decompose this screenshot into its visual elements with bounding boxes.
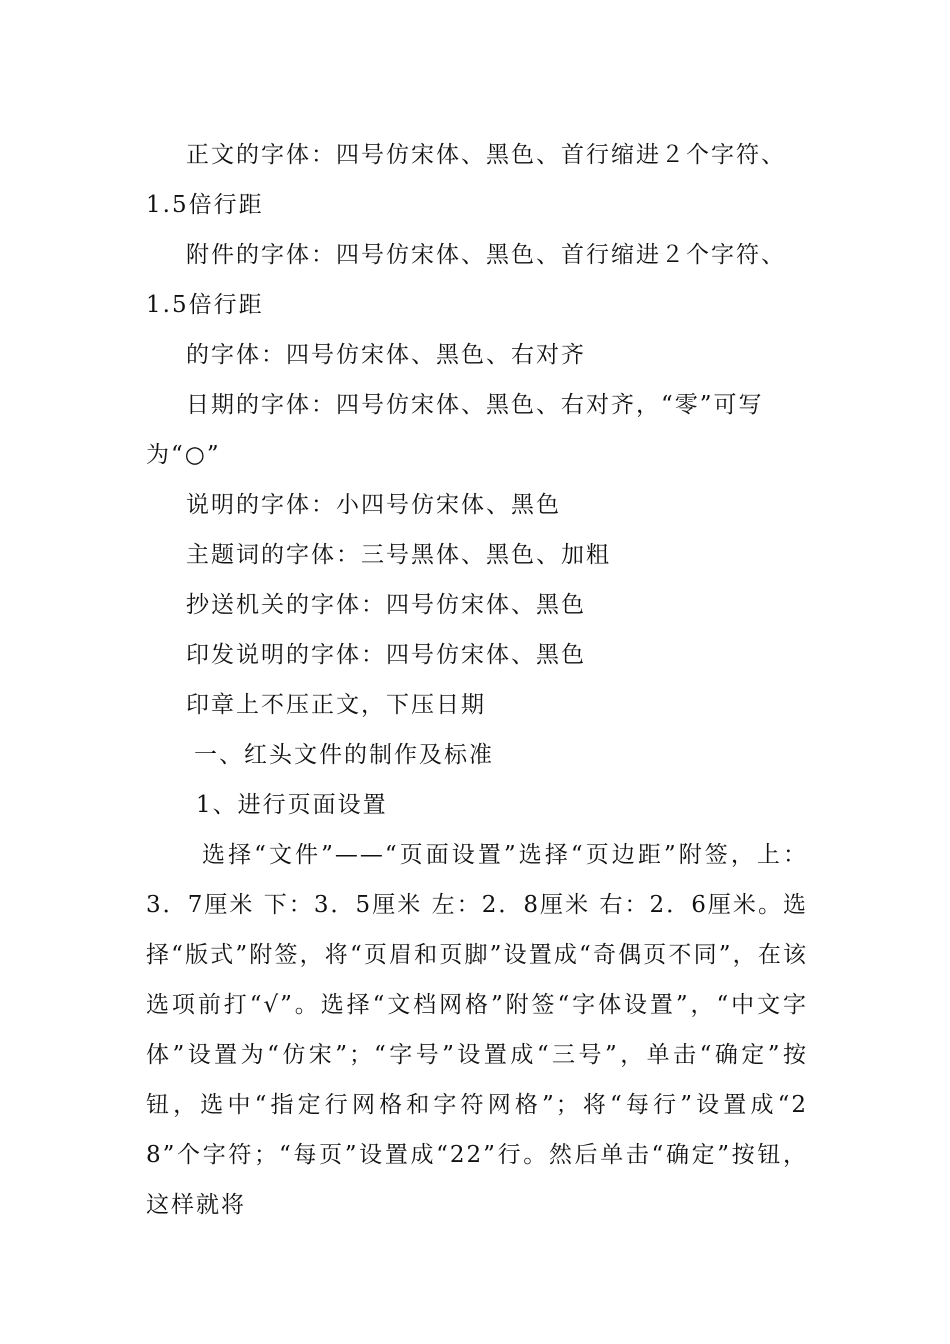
subsection-heading: 1、进行页面设置 — [196, 792, 388, 818]
document-body — [146, 130, 808, 1230]
paragraph-subject-font: 主题词的字体：三号黑体、黑色、加粗 — [186, 542, 611, 568]
paragraph-page-setup: 选择“文件”——“页面设置”选择“页边距”附签，上：3．7厘米 下：3．5厘米 左：2．8厘米 右：2．6厘米。选择“版式”附签，将“页眉和页脚”设置成“奇偶页不同”，在该选项前打“√”。选择“文档网格”附签“字体设置”，“中文字体”设置为“仿宋”；“字号”设置成“三号”，单击“确定”按钮，选中“指定行网格和字符网格”；将“每行”设置成“28”个字符；“每页”设置成“22”行。然后单击“确定”按钮，这样就将 — [146, 842, 808, 1218]
paragraph-attachment-font: 附件的字体：四号仿宋体、黑色、首行缩进２个字符、1.5倍行距 — [146, 242, 786, 318]
paragraph-seal-rule: 印章上不压正文，下压日期 — [186, 692, 486, 718]
paragraph-print-note-font: 印发说明的字体：四号仿宋体、黑色 — [186, 642, 586, 668]
paragraph-cc-font: 抄送机关的字体：四号仿宋体、黑色 — [186, 592, 586, 618]
paragraph-signature-font: 的字体：四号仿宋体、黑色、右对齐 — [186, 342, 586, 368]
paragraph-note-font: 说明的字体：小四号仿宋体、黑色 — [186, 492, 561, 518]
paragraph-body-font: 正文的字体：四号仿宋体、黑色、首行缩进２个字符、1.5倍行距 — [146, 142, 786, 218]
section-heading: 一、红头文件的制作及标准 — [194, 742, 494, 768]
paragraph-date-font: 日期的字体：四号仿宋体、黑色、右对齐，“零”可写为“○” — [146, 392, 764, 468]
